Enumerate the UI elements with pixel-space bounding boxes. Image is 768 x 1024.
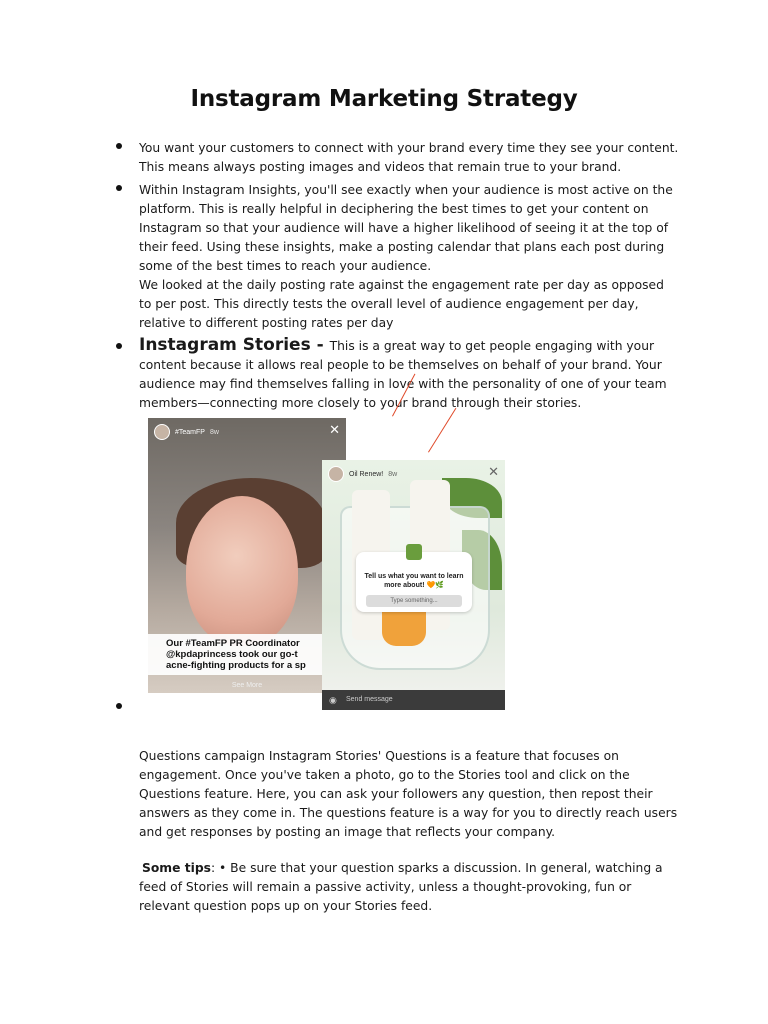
page-title: Instagram Marketing Strategy bbox=[190, 86, 578, 112]
question-input[interactable]: Type something... bbox=[366, 595, 462, 607]
question-text: Tell us what you want to learn more about! 🧡🌿 bbox=[364, 573, 464, 589]
paragraph-tips bbox=[139, 859, 679, 916]
reply-bar[interactable] bbox=[322, 690, 505, 710]
story-header bbox=[328, 466, 397, 482]
tips-label: Some tips bbox=[142, 861, 211, 875]
see-more-link[interactable]: See More bbox=[231, 682, 263, 689]
paragraph-posting-rate: We looked at the daily posting rate against the engagement rate per day as opposed to per post. This directly tests the overall level of audience engagement per day, relative to different posting rates per day bbox=[139, 278, 664, 330]
paragraph-insights: Within Instagram Insights, you'll see exactly when your audience is most active on the platform. This is really helpful in deciphering the best times to get your content on Instagram so that your audience will have a higher likelihood of seeing it at the top of their feed. Using these insights, make a posting calendar that plans each post during some of the best times to reach your audience. bbox=[139, 183, 673, 273]
close-icon[interactable]: ✕ bbox=[488, 464, 499, 479]
caption-line: acne-fighting products for a sp bbox=[166, 660, 306, 671]
question-badge-icon bbox=[406, 544, 422, 560]
caption-line: Our #TeamFP PR Coordinator bbox=[166, 638, 300, 649]
question-sticker[interactable] bbox=[356, 552, 472, 612]
story-screenshot-questions bbox=[322, 460, 505, 710]
camera-icon[interactable]: ◉ bbox=[329, 695, 337, 705]
face-photo bbox=[186, 496, 298, 646]
story-screenshot-teamfp bbox=[148, 418, 346, 693]
paragraph-brand-consistency: You want your customers to connect with your brand every time they see your content. This means always posting images and videos that remain true to your brand. bbox=[139, 141, 679, 174]
reply-placeholder: Send message bbox=[346, 696, 393, 703]
story-username: #TeamFP bbox=[175, 428, 205, 436]
story-header bbox=[154, 424, 219, 440]
story-username: Oil Renew! bbox=[349, 470, 384, 478]
stories-body: This is a great way to get people engaging with your content because it allows real people to be themselves on behalf of your brand. Your audience may find themselves falling in love with the personality of one of your team members—connecting more closely to your brand through their stories. bbox=[139, 339, 667, 410]
story-age: 8w bbox=[388, 470, 398, 478]
bullet-2 bbox=[116, 185, 122, 191]
paragraph-instagram-stories bbox=[139, 336, 679, 413]
story-age: 8w bbox=[209, 428, 219, 436]
stories-heading: Instagram Stories - bbox=[139, 335, 330, 355]
close-icon[interactable]: ✕ bbox=[329, 422, 340, 437]
bullet-4 bbox=[116, 703, 122, 709]
story-caption bbox=[148, 634, 346, 675]
tips-body: : • Be sure that your question sparks a discussion. In general, watching a feed of Stories will remain a passive activity, unless a thought-provoking, fun or relevant question pops up on your Stories feed. bbox=[139, 861, 663, 913]
avatar bbox=[154, 424, 170, 440]
paragraph-questions-campaign: Questions campaign Instagram Stories' Questions is a feature that focuses on engagement. Once you've taken a photo, go to the Stories tool and click on the Questions feature. Here, you can ask your followers any question, then repost their answers as they come in. The questions feature is a way for you to directly reach users and get responses by posting an image that reflects your company. bbox=[139, 749, 678, 839]
annotation-arrow bbox=[428, 408, 456, 453]
bullet-3 bbox=[116, 343, 122, 349]
avatar bbox=[328, 466, 344, 482]
caption-line: @kpdaprincess took our go-t bbox=[166, 649, 298, 660]
bullet-1 bbox=[116, 143, 122, 149]
